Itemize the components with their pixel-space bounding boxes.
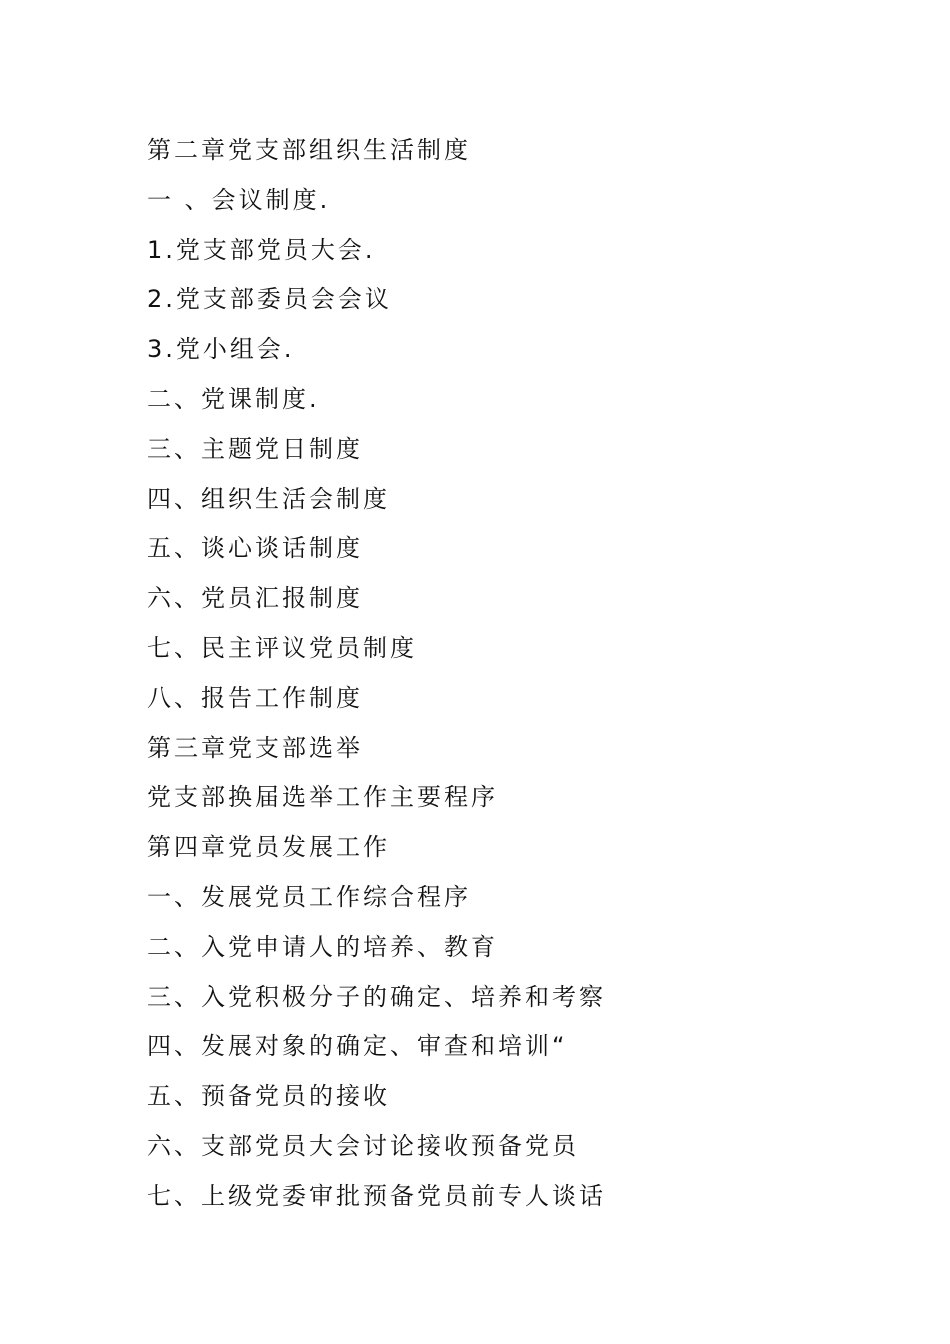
section-heading: 二、党课制度.	[147, 384, 320, 413]
chapter-heading: 第三章党支部选举	[147, 733, 363, 762]
list-item: 2.党支部委员会会议	[147, 285, 392, 314]
list-item: 1.党支部党员大会.	[147, 235, 376, 264]
section-heading: 党支部换届选举工作主要程序	[147, 783, 498, 812]
section-heading: 四、发展对象的确定、审查和培训“	[147, 1032, 568, 1061]
document-body	[147, 126, 847, 1222]
section-heading: 三、主题党日制度	[147, 434, 363, 463]
section-heading: 五、预备党员的接收	[147, 1082, 390, 1111]
section-heading: 五、谈心谈话制度	[147, 534, 363, 563]
section-heading: 二、入党申请人的培养、教育	[147, 932, 498, 961]
section-heading: 四、组织生活会制度	[147, 484, 390, 513]
chapter-heading: 第四章党员发展工作	[147, 833, 390, 862]
section-heading: 六、党员汇报制度	[147, 584, 363, 613]
section-heading: 六、支部党员大会讨论接收预备党员	[147, 1131, 579, 1160]
section-heading: 一、发展党员工作综合程序	[147, 882, 471, 911]
list-item: 3.党小组会.	[147, 335, 295, 364]
section-heading: 一 、会议制度.	[147, 185, 331, 214]
section-heading: 七、上级党委审批预备党员前专人谈话	[147, 1181, 606, 1210]
chapter-heading: 第二章党支部组织生活制度	[147, 136, 471, 164]
section-heading: 三、入党积极分子的确定、培养和考察	[147, 982, 606, 1011]
section-heading: 八、报告工作制度	[147, 683, 363, 712]
section-heading: 七、民主评议党员制度	[147, 633, 417, 662]
